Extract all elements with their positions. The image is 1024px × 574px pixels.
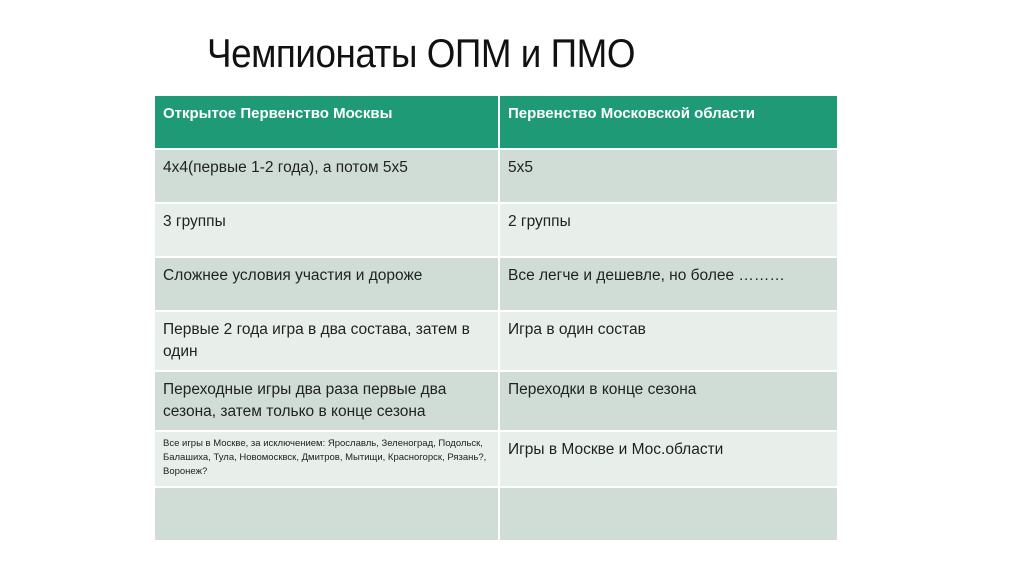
comparison-table — [153, 94, 839, 542]
table-row — [155, 258, 837, 310]
cell: Все легче и дешевле, но более ……… — [500, 258, 837, 310]
cell: Сложнее условия участия и дороже — [155, 258, 498, 310]
header-opm: Открытое Первенство Москвы — [155, 96, 498, 148]
table-row — [155, 488, 837, 540]
cell: Все игры в Москве, за исключением: Ярославль, Зеленоград, Подольск, Балашиха, Тула, Новомосквск, Дмитров, Мытищи, Красногорск, Рязань?, Воронеж? — [155, 432, 498, 486]
cell — [155, 488, 498, 540]
cell: Игра в один состав — [500, 312, 837, 370]
slide-title: Чемпионаты ОПМ и ПМО — [207, 32, 636, 76]
cell: 2 группы — [500, 204, 837, 256]
table-row — [155, 372, 837, 430]
cell: Игры в Москве и Мос.области — [500, 432, 837, 486]
cell — [500, 488, 837, 540]
table-row — [155, 432, 837, 486]
cell: Первые 2 года игра в два состава, затем в один — [155, 312, 498, 370]
cell: 5х5 — [500, 150, 837, 202]
table-row — [155, 150, 837, 202]
table-row — [155, 312, 837, 370]
table-row — [155, 204, 837, 256]
cell: 4х4(первые 1-2 года), а потом 5х5 — [155, 150, 498, 202]
cell: Переходки в конце сезона — [500, 372, 837, 430]
cell: 3 группы — [155, 204, 498, 256]
table-header — [155, 96, 837, 148]
header-pmo: Первенство Московской области — [500, 96, 837, 148]
cell: Переходные игры два раза первые два сезона, затем только в конце сезона — [155, 372, 498, 430]
